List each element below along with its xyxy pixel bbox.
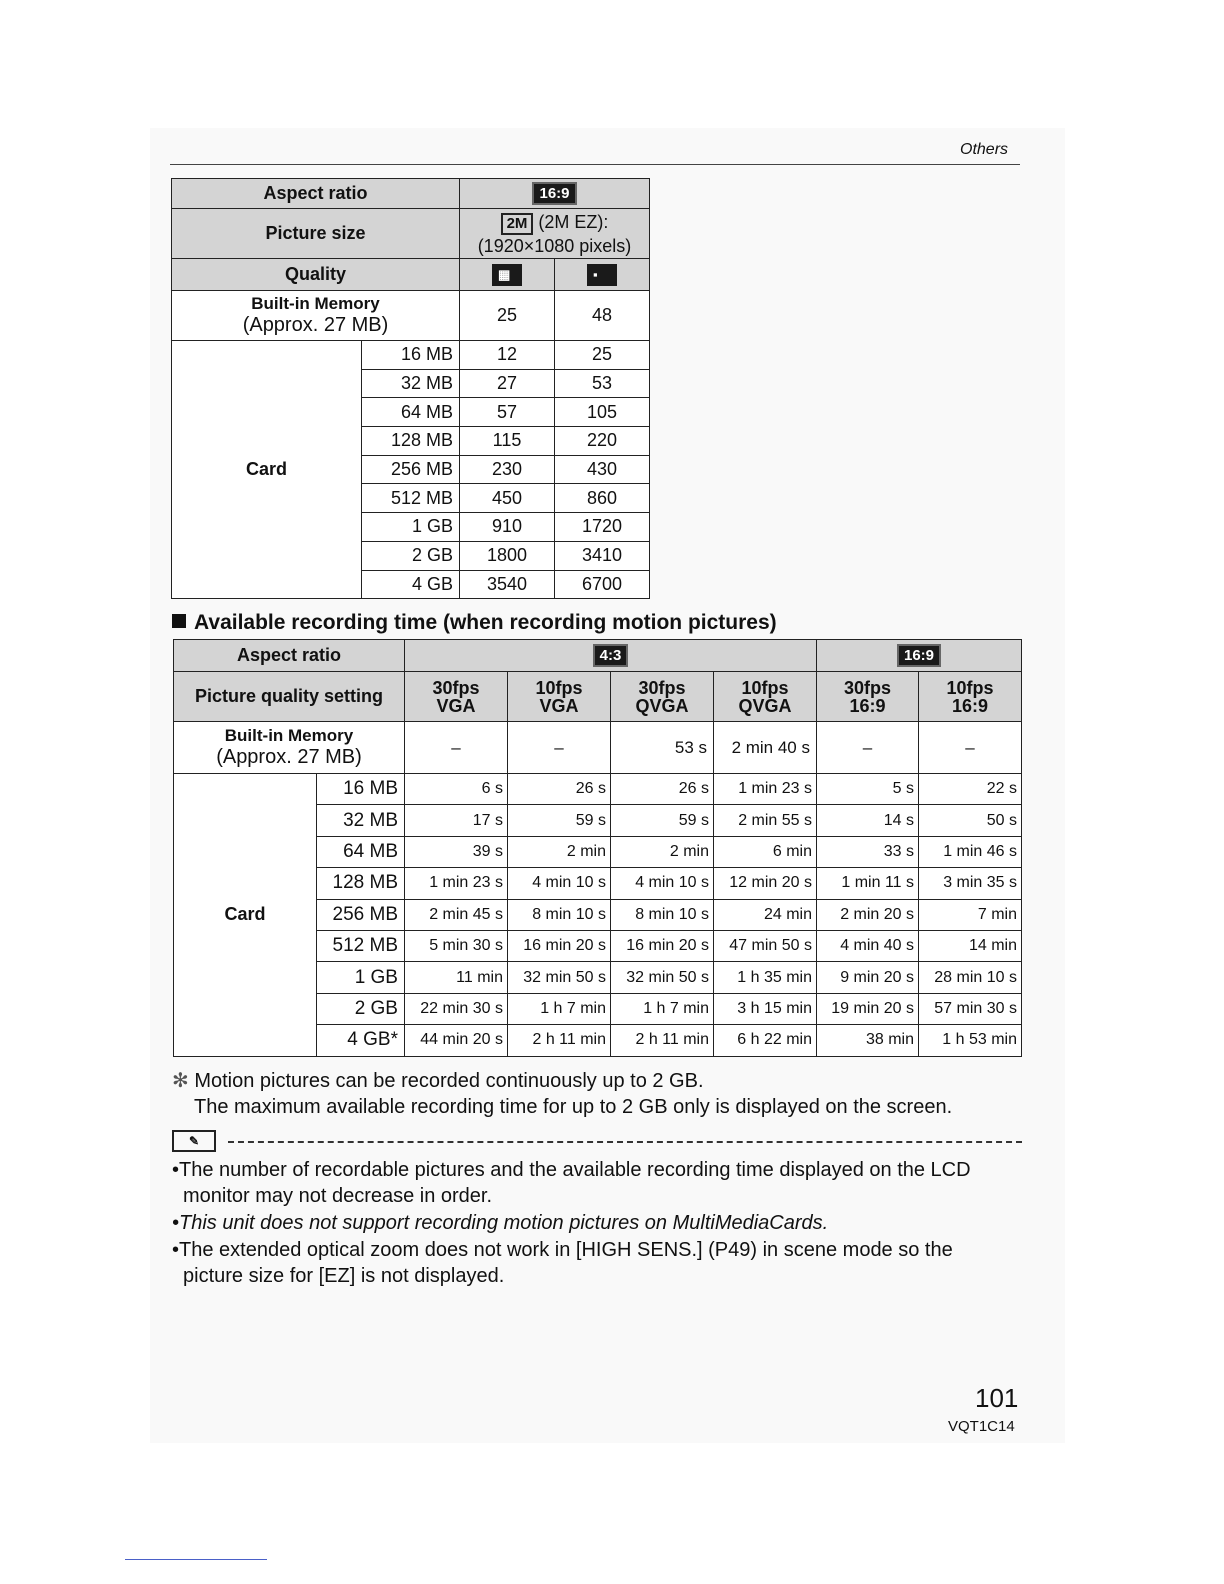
card-size: 32 MB xyxy=(362,369,460,398)
section-label: Others xyxy=(960,141,1009,158)
page-number: 101 xyxy=(975,1383,1019,1413)
recording-time: 24 min xyxy=(714,899,817,930)
builtin-value: 25 xyxy=(460,291,555,341)
recording-time: 16 min 20 s xyxy=(508,930,611,961)
card-size: 256 MB xyxy=(317,899,405,930)
card-size: 2 GB xyxy=(317,993,405,1024)
quality-column-header xyxy=(611,672,714,722)
recording-time: 6 s xyxy=(405,774,508,805)
card-size: 64 MB xyxy=(317,836,405,867)
recording-time: 4 min 10 s xyxy=(611,868,714,899)
recording-time: 19 min 20 s xyxy=(817,993,919,1024)
note-line: •The number of recordable pictures and the available recording time displayed on the LCD xyxy=(172,1159,971,1181)
recording-time: 1 min 46 s xyxy=(919,836,1022,867)
recording-time: 1 min 23 s xyxy=(714,774,817,805)
recording-time: 2 min xyxy=(508,836,611,867)
recording-time: 2 min xyxy=(611,836,714,867)
card-size: 128 MB xyxy=(362,427,460,456)
card-size: 16 MB xyxy=(317,774,405,805)
picture-count: 3410 xyxy=(555,541,650,570)
asterisk-mark: ✻ xyxy=(172,1070,189,1092)
resolution-label: QVGA xyxy=(738,695,792,716)
recording-time-table xyxy=(173,639,1022,1057)
recording-time: 7 min xyxy=(919,899,1022,930)
recording-time: 57 min 30 s xyxy=(919,993,1022,1024)
resolution-label: VGA xyxy=(436,695,476,716)
note-item xyxy=(172,1210,828,1236)
picture-count: 12 xyxy=(460,341,555,370)
picture-count: 105 xyxy=(555,398,650,427)
picture-count: 53 xyxy=(555,369,650,398)
recording-time: 22 s xyxy=(919,774,1022,805)
note-line: •The extended optical zoom does not work in [HIGH SENS.] (P49) in scene mode so the xyxy=(172,1239,953,1261)
recording-time: 33 s xyxy=(817,836,919,867)
builtin-memory-line2: (Approx. 27 MB) xyxy=(242,314,389,336)
standard-quality-icon: ▪ xyxy=(587,264,617,286)
builtin-value: – xyxy=(405,722,508,774)
recording-time: 39 s xyxy=(405,836,508,867)
recording-time: 16 min 20 s xyxy=(611,930,714,961)
recording-time: 28 min 10 s xyxy=(919,962,1022,993)
picture-size-line1: (2M EZ): xyxy=(538,211,609,232)
picture-count: 230 xyxy=(460,455,555,484)
card-label: Card xyxy=(172,341,362,599)
section-heading-text: Available recording time (when recording motion pictures) xyxy=(194,611,777,634)
fps-label: 30fps xyxy=(432,677,480,698)
picture-size-line2: (1920×1080 pixels) xyxy=(477,235,632,256)
recording-time: 47 min 50 s xyxy=(714,930,817,961)
fps-label: 10fps xyxy=(535,677,583,698)
note-line: monitor may not decrease in order. xyxy=(183,1185,493,1207)
builtin-value: 53 s xyxy=(611,722,714,774)
card-size: 512 MB xyxy=(317,930,405,961)
card-size: 2 GB xyxy=(362,541,460,570)
note-line: picture size for [EZ] is not displayed. xyxy=(183,1265,505,1287)
card-size: 1 GB xyxy=(317,962,405,993)
recording-time: 2 h 11 min xyxy=(508,1025,611,1056)
recording-time: 2 min 20 s xyxy=(817,899,919,930)
recording-time: 1 h 7 min xyxy=(508,993,611,1024)
picture-count: 115 xyxy=(460,427,555,456)
footnote xyxy=(172,1068,952,1120)
footnote-line2: The maximum available recording time for up to 2 GB only is displayed on the screen. xyxy=(194,1096,953,1118)
aspect-16-9-badge: 16:9 xyxy=(532,182,576,205)
header-rule xyxy=(170,164,1020,165)
recording-time: 22 min 30 s xyxy=(405,993,508,1024)
recording-time: 38 min xyxy=(817,1025,919,1056)
builtin-memory-line1: Built-in Memory xyxy=(251,294,380,313)
section-heading xyxy=(172,611,777,635)
recording-time: 14 s xyxy=(817,805,919,836)
recording-time: 32 min 50 s xyxy=(611,962,714,993)
recording-time: 6 h 22 min xyxy=(714,1025,817,1056)
picture-size-2m-icon: 2M xyxy=(501,213,534,235)
aspect-ratio-value xyxy=(460,179,650,209)
builtin-value: – xyxy=(919,722,1022,774)
aspect-ratio-label: Aspect ratio xyxy=(174,640,405,672)
fps-label: 30fps xyxy=(638,677,686,698)
note-item xyxy=(172,1157,971,1209)
resolution-label: QVGA xyxy=(635,695,689,716)
card-size: 256 MB xyxy=(362,455,460,484)
quality-column-header xyxy=(508,672,611,722)
card-size: 16 MB xyxy=(362,341,460,370)
recording-time: 44 min 20 s xyxy=(405,1025,508,1056)
memo-icon: ✎ xyxy=(172,1130,216,1152)
recording-time: 5 min 30 s xyxy=(405,930,508,961)
quality-label: Quality xyxy=(172,259,460,291)
document-code: VQT1C14 xyxy=(948,1418,1015,1435)
builtin-value: – xyxy=(508,722,611,774)
builtin-memory-label xyxy=(172,291,460,341)
quality-column-header xyxy=(919,672,1022,722)
recording-time: 3 min 35 s xyxy=(919,868,1022,899)
picture-count: 910 xyxy=(460,513,555,542)
card-size: 128 MB xyxy=(317,868,405,899)
picture-count: 27 xyxy=(460,369,555,398)
card-size: 64 MB xyxy=(362,398,460,427)
recording-time: 17 s xyxy=(405,805,508,836)
recording-time: 1 h 35 min xyxy=(714,962,817,993)
card-size: 1 GB xyxy=(362,513,460,542)
footer-link-line xyxy=(125,1559,267,1560)
recording-time: 6 min xyxy=(714,836,817,867)
builtin-value: – xyxy=(817,722,919,774)
aspect-16-9-header xyxy=(817,640,1022,672)
resolution-label: 16:9 xyxy=(849,695,886,716)
card-label: Card xyxy=(174,774,317,1057)
builtin-value: 2 min 40 s xyxy=(714,722,817,774)
recording-time: 26 s xyxy=(508,774,611,805)
bullet-square-icon xyxy=(172,614,186,628)
card-size: 512 MB xyxy=(362,484,460,513)
builtin-memory-line2: (Approx. 27 MB) xyxy=(216,746,362,768)
picture-size-label: Picture size xyxy=(172,209,460,259)
recording-time: 59 s xyxy=(508,805,611,836)
memo-divider xyxy=(172,1130,1022,1156)
recording-time: 1 h 7 min xyxy=(611,993,714,1024)
fps-label: 30fps xyxy=(843,677,892,698)
picture-count: 6700 xyxy=(555,570,650,599)
recording-time: 3 h 15 min xyxy=(714,993,817,1024)
picture-count: 3540 xyxy=(460,570,555,599)
picture-count: 860 xyxy=(555,484,650,513)
recording-time: 5 s xyxy=(817,774,919,805)
card-size: 4 GB xyxy=(362,570,460,599)
recording-time: 26 s xyxy=(611,774,714,805)
note-line: •This unit does not support recording motion pictures on MultiMediaCards. xyxy=(172,1212,829,1234)
picture-count: 1720 xyxy=(555,513,650,542)
picture-count: 220 xyxy=(555,427,650,456)
table-row xyxy=(174,774,1022,805)
picture-count-table xyxy=(171,178,650,599)
dashed-rule xyxy=(228,1141,1022,1143)
recording-time: 8 min 10 s xyxy=(508,899,611,930)
aspect-ratio-label: Aspect ratio xyxy=(172,179,460,209)
recording-time: 12 min 20 s xyxy=(714,868,817,899)
fps-label: 10fps xyxy=(946,677,994,698)
recording-time: 4 min 10 s xyxy=(508,868,611,899)
card-size: 32 MB xyxy=(317,805,405,836)
recording-time: 59 s xyxy=(611,805,714,836)
quality-column-header xyxy=(405,672,508,722)
quality-setting-label: Picture quality setting xyxy=(174,672,405,722)
recording-time: 32 min 50 s xyxy=(508,962,611,993)
builtin-memory-line1: Built-in Memory xyxy=(224,726,354,745)
picture-count: 25 xyxy=(555,341,650,370)
picture-count: 450 xyxy=(460,484,555,513)
picture-count: 430 xyxy=(555,455,650,484)
recording-time: 14 min xyxy=(919,930,1022,961)
quality-standard xyxy=(555,259,650,291)
resolution-label: 16:9 xyxy=(951,695,989,716)
recording-time: 1 h 53 min xyxy=(919,1025,1022,1056)
resolution-label: VGA xyxy=(539,695,579,716)
quality-column-header xyxy=(714,672,817,722)
recording-time: 1 min 11 s xyxy=(817,868,919,899)
recording-time: 2 h 11 min xyxy=(611,1025,714,1056)
aspect-16-9-badge: 16:9 xyxy=(897,644,941,667)
recording-time: 2 min 45 s xyxy=(405,899,508,930)
card-size: 4 GB* xyxy=(317,1025,405,1056)
quality-column-header xyxy=(817,672,919,722)
note-item xyxy=(172,1237,953,1289)
footnote-line1: Motion pictures can be recorded continuously up to 2 GB. xyxy=(194,1070,704,1092)
fps-label: 10fps xyxy=(741,677,789,698)
picture-count: 1800 xyxy=(460,541,555,570)
quality-fine xyxy=(460,259,555,291)
aspect-4-3-badge: 4:3 xyxy=(593,644,629,667)
picture-count: 57 xyxy=(460,398,555,427)
recording-time: 2 min 55 s xyxy=(714,805,817,836)
recording-time: 4 min 40 s xyxy=(817,930,919,961)
recording-time: 8 min 10 s xyxy=(611,899,714,930)
recording-time: 9 min 20 s xyxy=(817,962,919,993)
builtin-memory-label xyxy=(174,722,405,774)
aspect-4-3-header xyxy=(405,640,817,672)
recording-time: 1 min 23 s xyxy=(405,868,508,899)
picture-size-value xyxy=(460,209,650,259)
table-row xyxy=(172,341,650,370)
fine-quality-icon: ▦ xyxy=(492,264,522,286)
recording-time: 11 min xyxy=(405,962,508,993)
builtin-value: 48 xyxy=(555,291,650,341)
recording-time: 50 s xyxy=(919,805,1022,836)
